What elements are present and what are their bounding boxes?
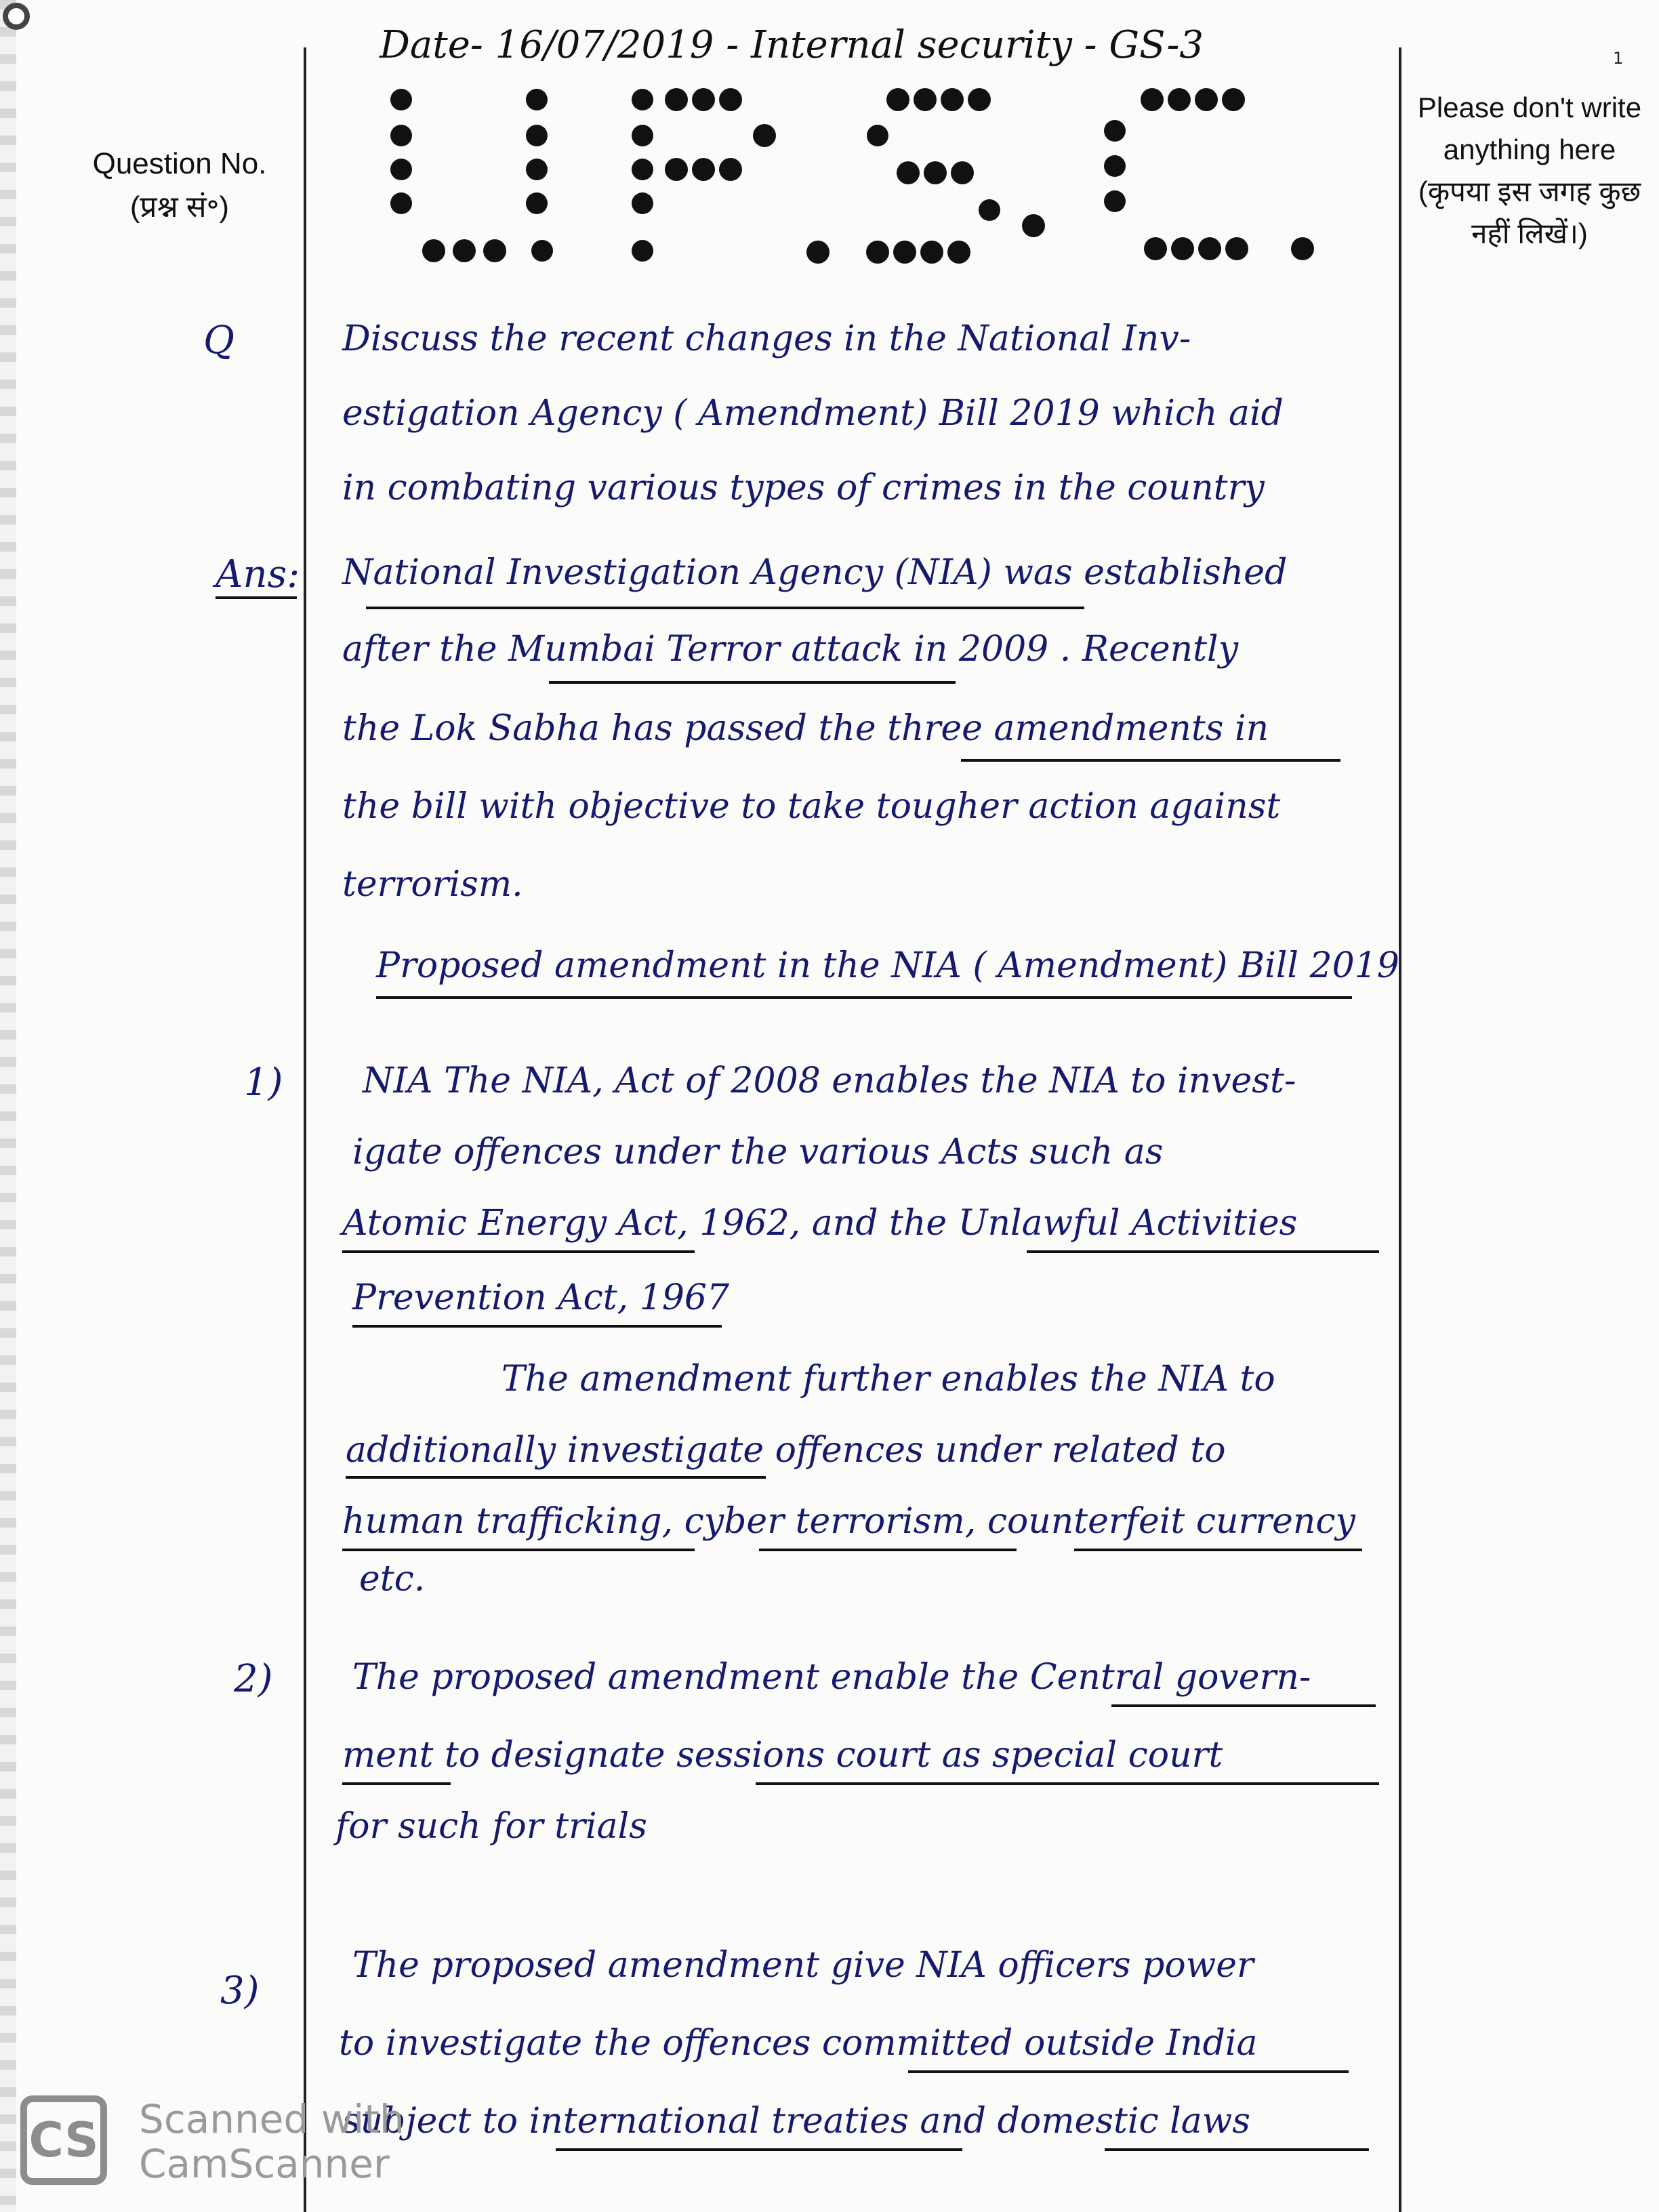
left-margin-line xyxy=(304,47,306,2212)
question-line: estigation Agency ( Amendment) Bill 2019 which aid xyxy=(342,393,1284,434)
underline-domestic-laws xyxy=(1105,2148,1369,2151)
point-2-line: The proposed amendment enable the Central govern- xyxy=(352,1657,1311,1698)
page-number: 1 xyxy=(1613,49,1624,68)
point-1-mark: 1) xyxy=(244,1061,283,1105)
underline-central-government xyxy=(1111,1704,1376,1707)
answer-line: terrorism. xyxy=(342,864,523,905)
underline-sessions-special-court xyxy=(756,1782,1379,1785)
underline-cyber-terrorism xyxy=(759,1549,1017,1551)
question-line: Discuss the recent changes in the National Inv- xyxy=(342,319,1191,359)
point-2-line: ment to designate sessions court as special court xyxy=(342,1735,1223,1776)
dont-write-note xyxy=(1404,87,1655,255)
point-1-line: Prevention Act, 1967 xyxy=(352,1277,730,1318)
right-margin-line xyxy=(1399,47,1401,2212)
question-label-hindi: (प्रश्न सं॰) xyxy=(129,190,230,224)
point-3-line: The proposed amendment give NIA officers power xyxy=(352,1945,1254,1986)
answer-line: National Investigation Agency (NIA) was established xyxy=(342,552,1288,593)
date-topic-header: Date- 16/07/2019 - Internal security - GS-3 xyxy=(380,23,1204,67)
point-1-more-line: human trafficking, cyber terrorism, counterfeit currency xyxy=(342,1501,1355,1542)
camscanner-text xyxy=(139,2097,405,2186)
camscanner-logo: CS xyxy=(20,2095,107,2185)
upsc-dotted-logo xyxy=(380,71,1328,281)
underline-international-treaties xyxy=(556,2148,962,2151)
answer-mark: Ans: xyxy=(216,552,300,596)
point-1-more-line: additionally investigate offences under related to xyxy=(346,1430,1226,1471)
answer-line: the bill with objective to take tougher action against xyxy=(342,786,1281,827)
camscanner-line-2: CamScanner xyxy=(139,2141,390,2187)
question-line: in combating various types of crimes in the country xyxy=(342,468,1265,508)
point-1-line: Atomic Energy Act, 1962, and the Unlawful Activities xyxy=(342,1203,1298,1244)
underline-human-trafficking xyxy=(342,1549,695,1551)
point-1-line: NIA The NIA, Act of 2008 enables the NIA to invest- xyxy=(363,1061,1296,1101)
spiral-binding xyxy=(0,0,16,2212)
answer-line: after the Mumbai Terror attack in 2009 . Recently xyxy=(342,629,1239,670)
point-1-more-line: etc. xyxy=(359,1559,426,1599)
underline-atomic-energy xyxy=(342,1250,695,1253)
camscanner-line-1: Scanned with xyxy=(139,2096,405,2142)
underline-prevention-act xyxy=(352,1325,722,1328)
point-1-more-line: The amendment further enables the NIA to xyxy=(501,1359,1275,1399)
question-number-label xyxy=(61,142,298,229)
question-mark: Q xyxy=(203,319,234,363)
point-1-line: igate offences under the various Acts such as xyxy=(352,1132,1164,1172)
point-3-line: to investigate the offences committed outside India xyxy=(339,2023,1258,2064)
underline-committed-outside-india xyxy=(908,2070,1349,2073)
binding-hole xyxy=(3,3,30,30)
point-3-mark: 3) xyxy=(220,1969,260,2013)
underline-mumbai-attack xyxy=(549,681,956,684)
dont-write-hindi: (कृपया इस जगह कुछ नहीं लिखें।) xyxy=(1418,176,1641,249)
point-2-line: for such for trials xyxy=(335,1806,647,1847)
subheading-underline xyxy=(376,996,1352,999)
underline-counterfeit-currency xyxy=(1074,1549,1362,1551)
point-3-line: subject to international treaties and domestic laws xyxy=(342,2101,1250,2142)
answer-line: the Lok Sabha has passed the three amendments in xyxy=(342,708,1269,749)
point-2-mark: 2) xyxy=(234,1657,273,1701)
subheading: Proposed amendment in the NIA ( Amendment) Bill 2019 xyxy=(376,945,1399,986)
underline-unlawful-activities xyxy=(1027,1250,1379,1253)
underline-ment xyxy=(342,1782,451,1785)
answer-mark-underline xyxy=(216,596,297,599)
dont-write-english: Please don't write anything here xyxy=(1417,91,1642,165)
underline-three-amendments xyxy=(961,759,1340,762)
question-label-english: Question No. xyxy=(92,147,267,180)
underline-nia-name xyxy=(366,607,1084,609)
underline-additionally-investigate xyxy=(346,1476,766,1479)
